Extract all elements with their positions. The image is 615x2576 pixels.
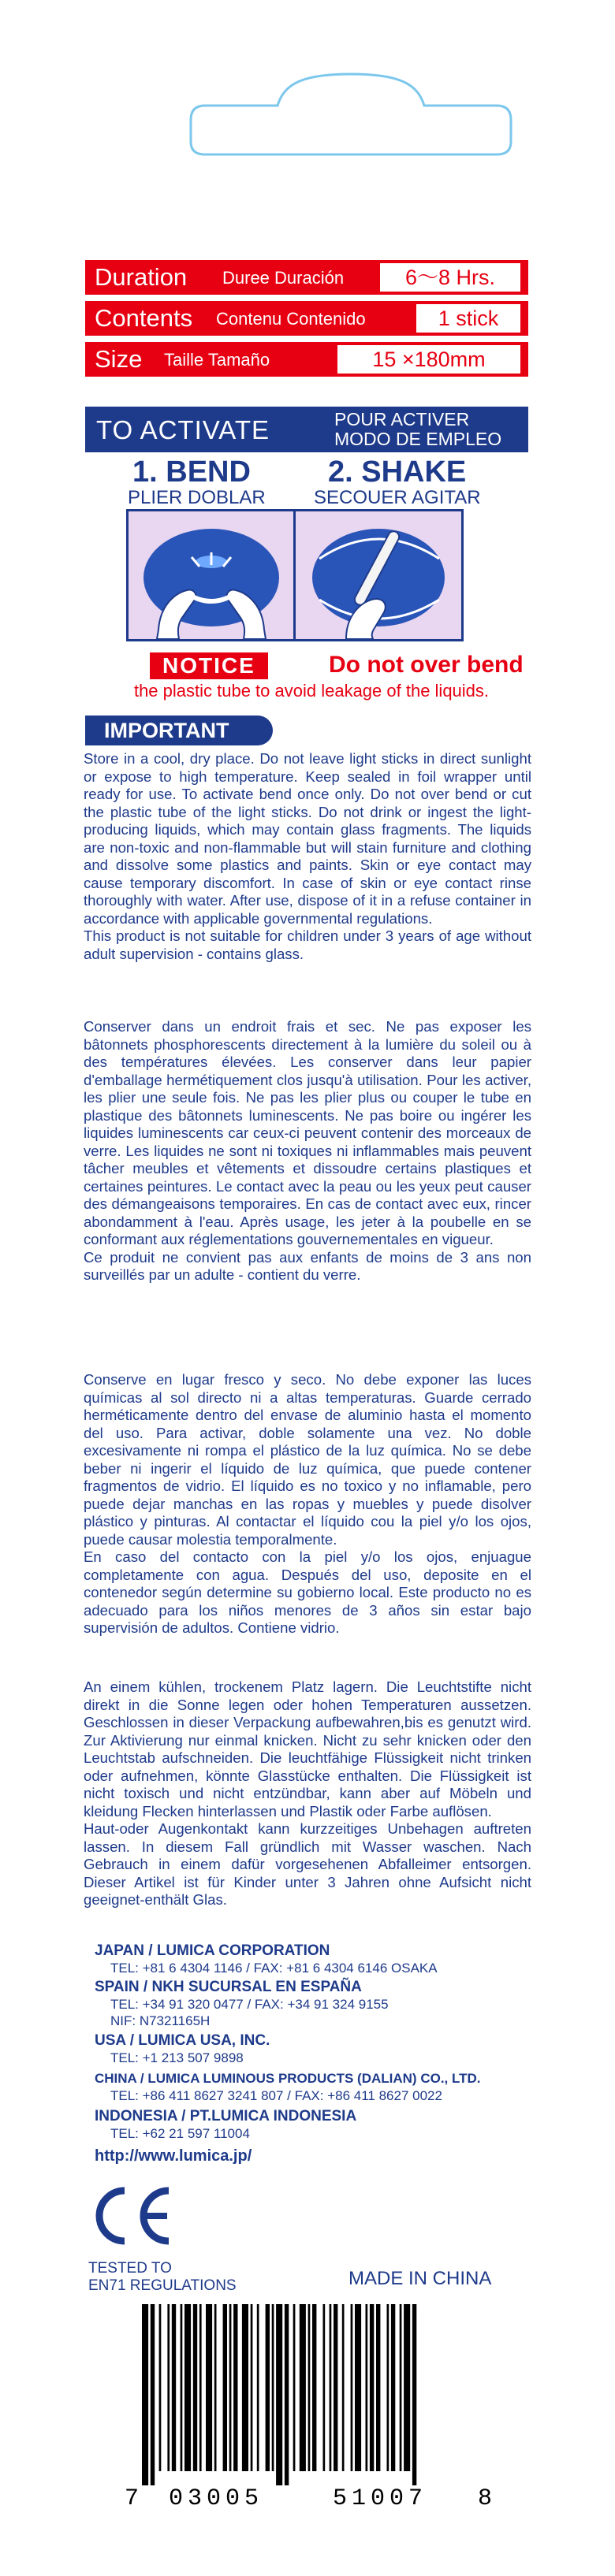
contact-indonesia-tel: TEL: +62 21 597 11004 [110, 2126, 250, 2141]
barcode-bar [376, 2304, 380, 2471]
contact-spain-company: SPAIN / NKH SUCURSAL EN ESPAÑA [95, 1979, 362, 1995]
instructions-en [84, 750, 531, 963]
barcode-bar [412, 2304, 416, 2485]
duration-row [85, 260, 528, 295]
activate-translations [334, 410, 501, 449]
hanger-hole [181, 71, 520, 158]
size-row [85, 342, 528, 377]
contact-china-company: CHINA / LUMICA LUMINOUS PRODUCTS (DALIAN) CO., LTD. [95, 2071, 481, 2086]
contents-label: Contents [95, 304, 193, 332]
duration-label: Duration [95, 263, 188, 291]
barcode-bar [285, 2304, 289, 2485]
barcode-bar [223, 2304, 227, 2471]
size-label: Size [95, 345, 143, 373]
instructions-en-body: Store in a cool, dry place. Do not leave light sticks in direct sunlight or expose to high temperature. Keep sealed in foil wrapper until ready for use. To activate bend once only. Do not over bend or cut the plastic tube of the light sticks. Do not drink or ingest the light-producing liquids, which may contain glass fragments. The liquids are non-toxic and non-flammable but will stain furniture and clothing and dissolve some plastics and paints. Skin or eye contact may cause temporary discomfort. In case of skin or eye contact rinse thoroughly with water. After use, dispose of it in a refuse container in accordance with applicable governmental regulations. [84, 750, 531, 927]
contact-japan-tel: TEL: +81 6 4304 1146 / FAX: +81 6 4304 6146 OSAKA [110, 1961, 438, 1976]
barcode-bar [387, 2304, 390, 2471]
barcode-bar [366, 2304, 368, 2471]
barcode-bar [300, 2304, 306, 2471]
notice-headline: Do not over bend [329, 652, 524, 678]
made-in-label: MADE IN CHINA [348, 2268, 492, 2289]
step-shake-sub: SECOUER AGITAR [314, 487, 481, 508]
barcode-digit-last: 8 [478, 2485, 493, 2512]
barcode-bar [370, 2304, 374, 2471]
barcode-bar [151, 2304, 155, 2485]
contact-spain-tel: TEL: +34 91 320 0477 / FAX: +34 91 324 9155 [110, 1997, 389, 2012]
barcode-bar [172, 2304, 176, 2471]
barcode-bar [184, 2304, 191, 2471]
duration-value: 6～8 Hrs. [380, 263, 520, 292]
barcode-bar [323, 2304, 326, 2471]
barcode-bar [272, 2304, 274, 2471]
instructions-de [84, 1678, 531, 1909]
step-bend-title: 1. BEND [132, 455, 251, 489]
contact-usa-tel: TEL: +1 213 507 9898 [110, 2050, 244, 2065]
barcode-bar [391, 2304, 395, 2471]
barcode-bar [342, 2304, 345, 2471]
barcode-bar [308, 2304, 311, 2471]
instructions-fr-body: Conserver dans un endroit frais et sec. Ne pas exposer les bâtonnets phosphorescents directement à la lumière du soleil ou à des températures élevées. Les conserver dans leur papier d'emballage hermétiquement clos jusqu'à utilisation. Pour les activer, les plier une seule fois. Ne pas les plier plus ou couper le tube en plastique des bâtonnets luminescents. Ne pas boire ou ingérer les liquides luminescents car ceux-ci peuvent contenir des morceaux de verre. Les liquides ne sont ni toxiques ni inflammables mais peuvent tâcher meubles et vêtements et dissoudre certains plastiques et certaines peintures. Le contact avec la peau ou les yeux peut causer des démangeaisons temporaires. En cas de contact avec eux, rincer abondamment à l'eau. Après usage, les jeter à la poubelle en se conformant aux réglementations gouvernementales en vigueur. [84, 1018, 531, 1247]
instructions-de-body: An einem kühlen, trockenem Platz lagern. Die Leuchtstifte nicht direkt in die Sonne legen oder hohen Temperaturen aussetzen. Geschlossen in dieser Verpackung aufbewahren,bis es genutzt wird. Zur Aktivierung nur einmal knicken. Nicht zu sehr knicken oder den Leuchtstab aufschneiden. Die leuchtfähige Flüssigkeit nicht trinken oder aufnehmen, könnte Glasstücke enthalten. Die Flüssigkeit ist nicht toxisch und nicht entzündbar, kann aber auf Möbeln und kleidung Flecken hinterlassen und Plastik oder Farbe auflösen. [84, 1678, 531, 1820]
tested-line2: EN71 REGULATIONS [88, 2277, 237, 2294]
activate-bar [85, 407, 528, 452]
step-bend-sub: PLIER DOBLAR [128, 487, 266, 508]
barcode-bar [251, 2304, 253, 2471]
barcode-bar [266, 2304, 270, 2471]
bend-illustration [126, 509, 296, 641]
barcode-bar [214, 2304, 217, 2471]
instructions-es-body: Conserve en lugar fresco y seco. No debe exponer las luces químicas al sol directo ni a altas temperaturas. Guarde cerrado herméticamente dentro del envase de aluminio hasta el momento del uso. Para activar, doble solamente una vez. No doble excesivamente ni rompa el plástico de la luz química. No se debe beber ni ingerir el líquido de luz química, que puede contener fragmentos de vidrio. El líquido es no toxico y no inflamable, pero puede dejar manchas en las ropas y muebles y puede disolver plástico y pinturas. Al contactar el líquido cou la piel y/o los ojos, puede causar molestia temporalmente. [84, 1371, 531, 1548]
shake-illustration [293, 509, 464, 641]
website-link[interactable]: http://www.lumica.jp/ [95, 2147, 252, 2165]
instructions-fr [84, 1018, 531, 1284]
barcode-digits-right: 51007 [333, 2485, 428, 2512]
step-shake-title: 2. SHAKE [328, 455, 467, 489]
barcode-bar [400, 2304, 402, 2471]
barcode-bar [293, 2304, 296, 2471]
barcode-bar [206, 2304, 212, 2471]
contact-spain-nif: NIF: N7321165H [110, 2013, 211, 2028]
tested-label [88, 2260, 237, 2295]
contact-japan-company: JAPAN / LUMICA CORPORATION [95, 1942, 330, 1959]
notice-detail: the plastic tube to avoid leakage of the liquids. [133, 681, 490, 701]
ce-mark-icon [88, 2184, 175, 2247]
barcode-bar [199, 2304, 202, 2471]
barcode-bar [257, 2304, 259, 2471]
contact-china-tel: TEL: +86 411 8627 3241 807 / FAX: +86 411 8627 0022 [110, 2088, 442, 2103]
barcode-bar [312, 2304, 316, 2471]
barcode-bar [193, 2304, 197, 2471]
barcode-bar [276, 2304, 282, 2485]
contact-indonesia [95, 2107, 356, 2142]
important-heading: IMPORTANT [85, 716, 273, 745]
barcode-bar [159, 2304, 162, 2471]
barcode-bar [242, 2304, 248, 2471]
contact-spain [95, 1978, 389, 2029]
activate-fr: POUR ACTIVER [334, 409, 470, 429]
barcode-bar [233, 2304, 237, 2471]
barcode-bar [167, 2304, 170, 2471]
contact-usa [95, 2031, 270, 2066]
instructions-es [84, 1371, 531, 1637]
size-sub: Taille Tamaño [164, 350, 270, 370]
barcode-bar [229, 2304, 232, 2471]
barcode-bar [334, 2304, 337, 2471]
barcode-bar [330, 2304, 332, 2471]
barcode-digit-first: 7 [125, 2485, 140, 2512]
activate-title: TO ACTIVATE [96, 415, 270, 444]
barcode-bar [351, 2304, 353, 2471]
activate-es: MODO DE EMPLEO [334, 429, 502, 449]
contact-japan [95, 1942, 438, 1976]
barcode-bar [181, 2304, 183, 2471]
contact-china [95, 2069, 481, 2104]
instructions-en-child: This product is not suitable for children under 3 years of age without adult supervision - contains glass. [84, 927, 531, 962]
contents-sub: Contenu Contenido [216, 309, 366, 329]
contents-row [85, 301, 528, 336]
instructions-es-child: En caso del contacto con la piel y/o los ojos, enjuague completamente con agua. Después del uso, deposite en el contenedor según determine su gobierno local. Este producto no es adecuado para los niños menores de 3 años sin estar bajo supervisión de adultos. Contiene vidrio. [84, 1548, 531, 1636]
size-value: 15 ×180mm [337, 345, 520, 374]
contact-usa-company: USA / LUMICA USA, INC. [95, 2032, 270, 2049]
instructions-de-child: Haut-oder Augenkontakt kann kurzzeitiges Unbehagen auftreten lassen. In diesem Fall gründlich mit Wasser waschen. Nach Gebrauch in einem dafür vorgesehenen Abfalleimer entsorgen. Dieser Artikel ist für Kinder unter 3 Jahren ohne Aufsicht nicht geeignet-enthält Glas. [84, 1820, 531, 1908]
barcode-digits-left: 03005 [169, 2485, 264, 2512]
barcode-bar [142, 2304, 148, 2485]
contents-value: 1 stick [416, 304, 520, 333]
contact-indonesia-company: INDONESIA / PT.LUMICA INDONESIA [95, 2108, 357, 2124]
barcode-bar [404, 2304, 410, 2471]
instructions-fr-child: Ce produit ne convient pas aux enfants de moins de 3 ans non surveillés par un adulte - contient du verre. [84, 1248, 531, 1283]
notice-badge: NOTICE [150, 652, 268, 679]
barcode [142, 2304, 473, 2485]
tested-line1: TESTED TO [88, 2260, 172, 2277]
duration-sub: Duree Duración [222, 268, 345, 288]
barcode-bar [355, 2304, 361, 2471]
